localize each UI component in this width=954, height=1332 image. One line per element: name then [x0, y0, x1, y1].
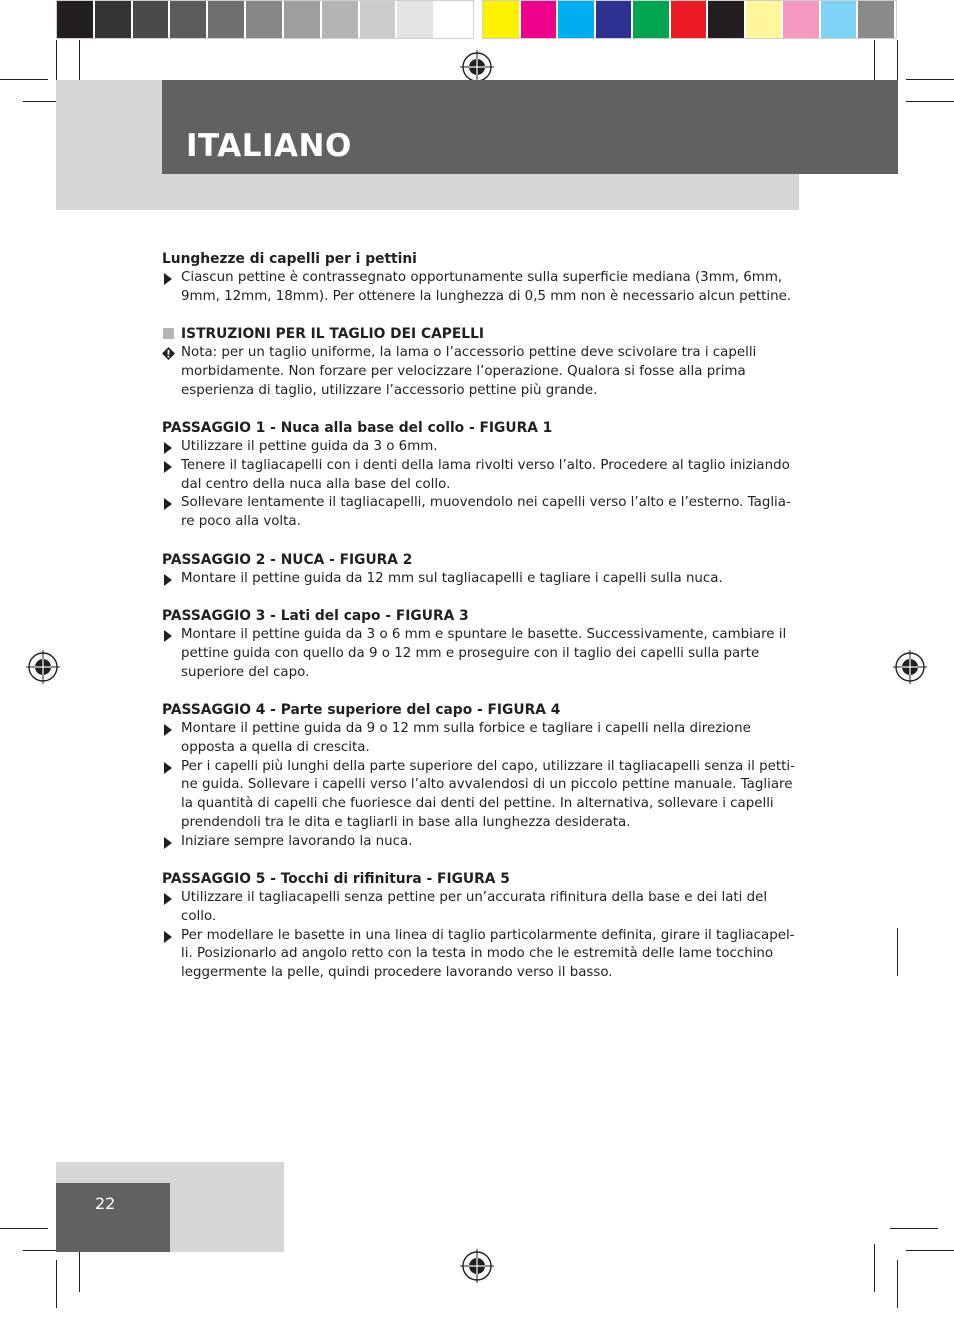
- bullet-text: Utilizzare il pettine guida da 3 o 6mm.: [181, 438, 438, 454]
- bullet-item: [162, 269, 802, 307]
- bullet-text: Montare il pettine guida da 3 o 6 mm e spuntare le basette. Successivamente, cambiare il pettine guida con quello da 9 o 12 mm e proseguire con il taglio dei capelli sulla parte superiore del capo.: [181, 626, 787, 680]
- warning-icon: [162, 347, 175, 360]
- color-swatch: [671, 1, 709, 38]
- arrow-bullet-icon: [164, 498, 172, 510]
- color-swatch: [208, 1, 246, 38]
- color-calibration-bar: [482, 0, 897, 39]
- color-swatch: [95, 1, 133, 38]
- bullet-text: Ciascun pettine è contrassegnato opportunamente sulla superficie mediana (3mm, 6mm, 9mm, 12mm, 18mm). Per ottenere la lunghezza di 0,5 mm non è necessario alcun pettine.: [181, 269, 792, 304]
- color-swatch: [360, 1, 398, 38]
- bullet-text: Sollevare lentamente il tagliacapelli, muovendolo nei capelli verso l’alto e l’esterno. Taglia-re poco alla volta.: [181, 495, 791, 530]
- bullet-item: [162, 833, 802, 852]
- color-swatch: [170, 1, 208, 38]
- color-swatch: [521, 1, 559, 38]
- registration-target-icon: [460, 50, 494, 84]
- page-title: ITALIANO: [186, 128, 352, 164]
- crop-mark: [0, 1228, 48, 1229]
- section-title-text: ISTRUZIONI PER IL TAGLIO DEI CAPELLI: [181, 326, 485, 343]
- color-swatch: [133, 1, 171, 38]
- note-text: Nota: per un taglio uniforme, la lama o l’accessorio pettine deve scivolare tra i capelli morbidamente. Non forzare per velocizzare l’operazione. Qualora si fosse alla prima esperienza di taglio, utilizzare l’accessorio pettine più grande.: [181, 344, 757, 398]
- crop-mark: [897, 928, 898, 976]
- crop-mark: [906, 79, 954, 80]
- color-swatch: [783, 1, 821, 38]
- arrow-bullet-icon: [164, 630, 172, 642]
- grayscale-calibration-bar: [56, 0, 474, 39]
- bullet-item: [162, 626, 802, 682]
- bullet-item: [162, 720, 802, 758]
- color-swatch: [246, 1, 284, 38]
- crop-mark: [56, 1260, 57, 1308]
- arrow-bullet-icon: [164, 893, 172, 905]
- bullet-text: Tenere il tagliacapelli con i denti della lama rivolti verso l’alto. Procedere al taglio iniziando dal centro della nuca alla base del collo.: [181, 457, 790, 492]
- color-swatch: [633, 1, 671, 38]
- bullet-item: [162, 457, 802, 495]
- bullet-item: [162, 438, 802, 457]
- crop-mark: [906, 101, 954, 102]
- arrow-bullet-icon: [164, 442, 172, 454]
- color-swatch: [858, 1, 896, 38]
- color-swatch: [596, 1, 634, 38]
- arrow-bullet-icon: [164, 273, 172, 285]
- arrow-bullet-icon: [164, 837, 172, 849]
- square-marker-icon: [163, 328, 174, 339]
- section-heading: PASSAGGIO 5 - Tocchi di rifinitura - FIGURA 5: [162, 871, 510, 888]
- arrow-bullet-icon: [164, 574, 172, 586]
- color-swatch: [558, 1, 596, 38]
- color-swatch: [746, 1, 784, 38]
- bullet-item: [162, 570, 802, 589]
- crop-mark: [906, 1250, 954, 1251]
- page-number: 22: [95, 1194, 116, 1213]
- color-swatch: [435, 1, 473, 38]
- bullet-item: [162, 889, 802, 927]
- crop-mark: [0, 79, 48, 80]
- bullet-text: Per modellare le basette in una linea di taglio particolarmente definita, girare il tagliacapel-li. Posizionarlo ad angolo retto con la testa in modo che le estremità delle lame tocchino leggermente la pelle, quindi procedere lavorando verso il basso.: [181, 927, 795, 981]
- registration-target-icon: [460, 1249, 494, 1283]
- registration-target-icon: [893, 650, 927, 684]
- color-swatch: [57, 1, 95, 38]
- color-swatch: [483, 1, 521, 38]
- color-swatch: [708, 1, 746, 38]
- bullet-text: Per i capelli più lunghi della parte superiore del capo, utilizzare il tagliacapelli senza il petti-ne guida. Sollevare i capelli verso l’alto avvalendosi di un piccolo pettine manuale. Tagliare la quantità di capelli che fuoriesce dai denti del pettine. In alternativa, sollevare i capelli prendendoli tra le dita e tagliarli in base alla lunghezza desiderata.: [181, 758, 795, 830]
- crop-mark: [890, 1228, 938, 1229]
- bullet-item: [162, 758, 802, 833]
- bullet-item: [162, 494, 802, 532]
- crop-mark: [874, 1244, 875, 1292]
- section-heading: PASSAGGIO 4 - Parte superiore del capo - FIGURA 4: [162, 702, 561, 719]
- bullet-item: [162, 927, 802, 983]
- color-swatch: [284, 1, 322, 38]
- color-swatch: [397, 1, 435, 38]
- color-swatch: [322, 1, 360, 38]
- bullet-text: Utilizzare il tagliacapelli senza pettine per un’accurata rifinitura della base e dei lati del collo.: [181, 890, 768, 924]
- arrow-bullet-icon: [164, 931, 172, 943]
- section-heading: PASSAGGIO 3 - Lati del capo - FIGURA 3: [162, 608, 469, 625]
- color-swatch: [821, 1, 859, 38]
- arrow-bullet-icon: [164, 461, 172, 473]
- bullet-text: Montare il pettine guida da 9 o 12 mm sulla forbice e tagliare i capelli nella direzione opposta a quella di crescita.: [181, 720, 751, 755]
- section-heading: PASSAGGIO 1 - Nuca alla base del collo - FIGURA 1: [162, 420, 553, 437]
- bullet-text: Montare il pettine guida da 12 mm sul tagliacapelli e tagliare i capelli sulla nuca.: [181, 570, 723, 586]
- section-title: [162, 325, 802, 344]
- bullet-text: Iniziare sempre lavorando la nuca.: [181, 833, 413, 849]
- arrow-bullet-icon: [164, 724, 172, 736]
- section-heading: PASSAGGIO 2 - NUCA - FIGURA 2: [162, 551, 413, 568]
- registration-target-icon: [26, 650, 60, 684]
- note-item: [162, 344, 802, 400]
- crop-mark: [897, 1260, 898, 1308]
- arrow-bullet-icon: [164, 762, 172, 774]
- instructions-content: [162, 250, 802, 983]
- section-heading: Lunghezze di capelli per i pettini: [162, 251, 417, 267]
